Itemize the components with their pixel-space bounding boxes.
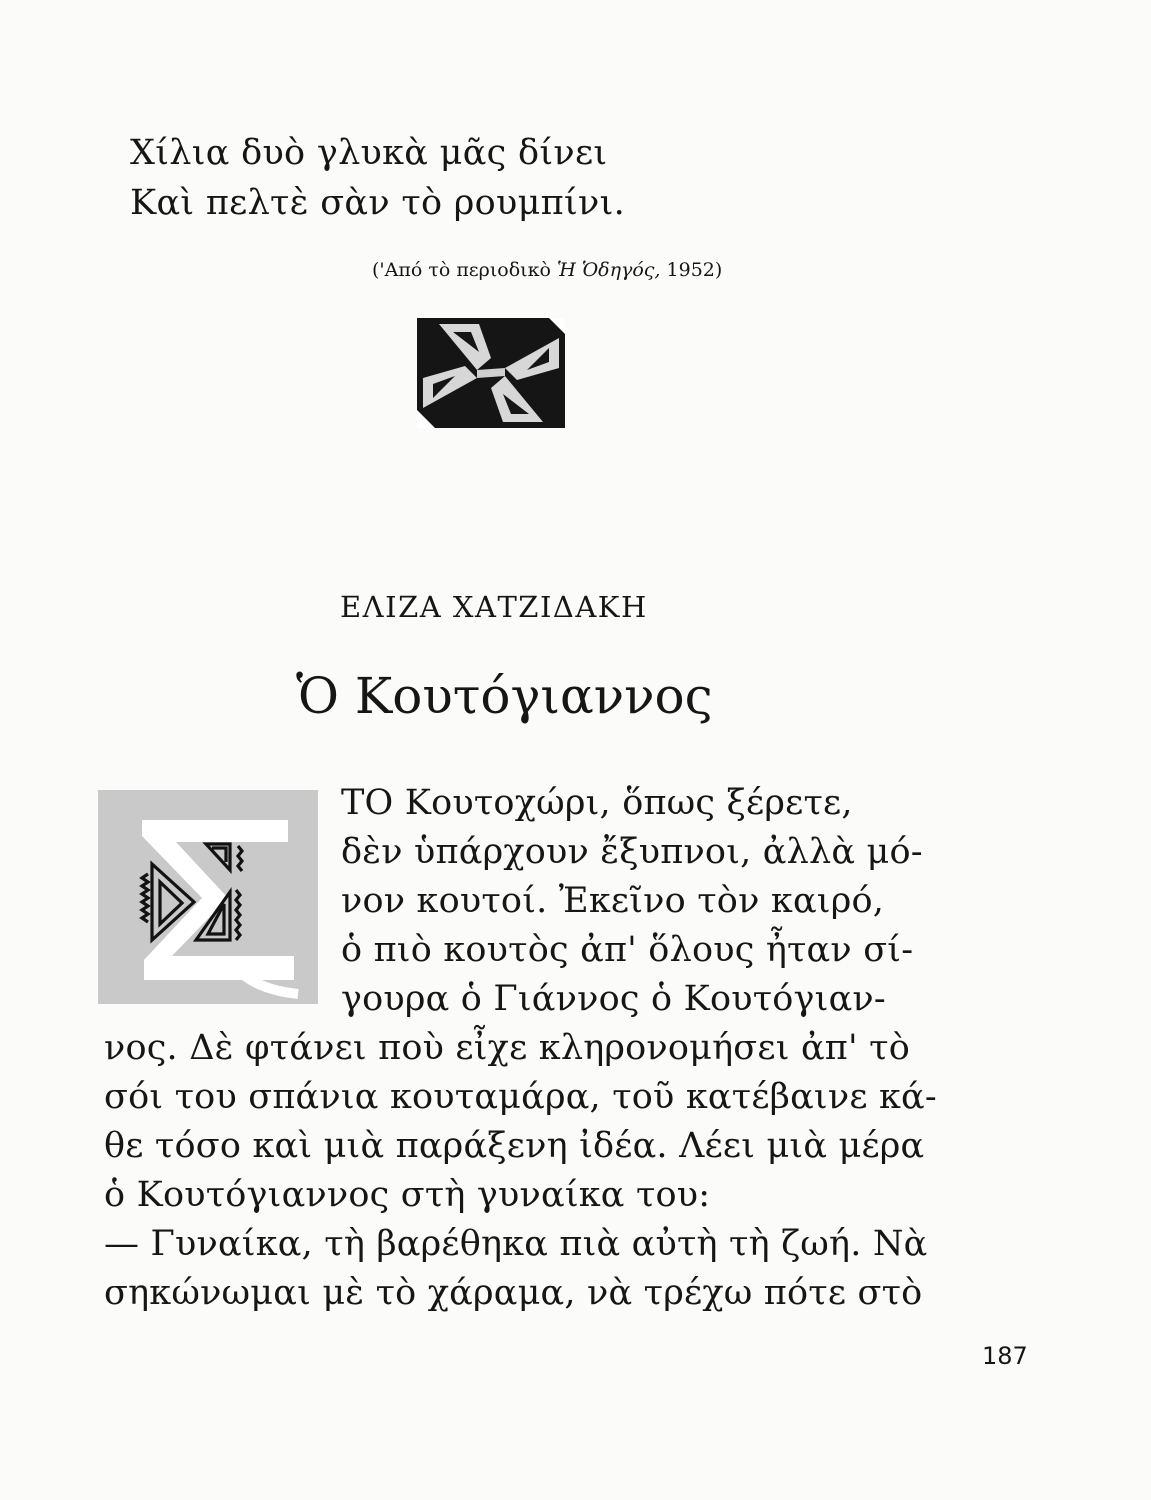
text-line: ὁ πιὸ κουτὸς ἀπ' ὅλους ἦταν σί- (341, 930, 914, 970)
text-line: σόι του σπάνια κουταμάρα, τοῦ κατέβαινε κά- (104, 1077, 937, 1117)
citation-magazine: Ἡ Ὁδηγός, (556, 259, 661, 281)
page-number: 187 (982, 1342, 1028, 1370)
text-line: νον κουτοί. Ἐκεῖνο τὸν καιρό, (341, 881, 885, 921)
text-line: ὁ Κουτόγιαννος στὴ γυναίκα του: (104, 1175, 711, 1215)
poem-stanza (130, 128, 625, 228)
source-citation (372, 257, 722, 283)
text-line: θε τόσο καὶ μιὰ παράξενη ἰδέα. Λέει μιὰ μέρα (104, 1126, 925, 1166)
text-line: — Γυναίκα, τὴ βαρέθηκα πιὰ αὐτὴ τὴ ζωή. Νὰ (104, 1224, 928, 1264)
author-name: ΕΛΙΖΑ ΧΑΤΖΙΔΑΚΗ (340, 590, 648, 624)
poem-line: Χίλια δυὸ γλυκὰ μᾶς δίνει (130, 133, 608, 173)
text-line: γουρα ὁ Γιάννος ὁ Κουτόγιαν- (341, 979, 886, 1019)
story-text (104, 779, 937, 1318)
text-line: νος. Δὲ φτάνει ποὺ εἶχε κληρονομήσει ἀπ' τὸ (104, 1028, 910, 1068)
text-fragment: ΤΟ Κουτοχώρι, ὅπως ξέρετε, (341, 783, 853, 823)
text-line: δὲν ὑπάρχουν ἔξυπνοι, ἀλλὰ μό- (341, 832, 923, 872)
text-line (104, 779, 904, 828)
citation-year: 1952) (660, 259, 723, 281)
citation-prefix: ('Από τὸ περιοδικὸ (372, 259, 557, 281)
story-title: Ὁ Κουτόγιαννος (296, 667, 713, 725)
poem-line: Καὶ πελτὲ σὰν τὸ ρουμπίνι. (130, 183, 626, 223)
swastika-pattern-ornament-icon (417, 318, 565, 428)
text-line: σηκώνωμαι μὲ τὸ χάραμα, νὰ τρέχω πότε στὸ (104, 1273, 923, 1313)
